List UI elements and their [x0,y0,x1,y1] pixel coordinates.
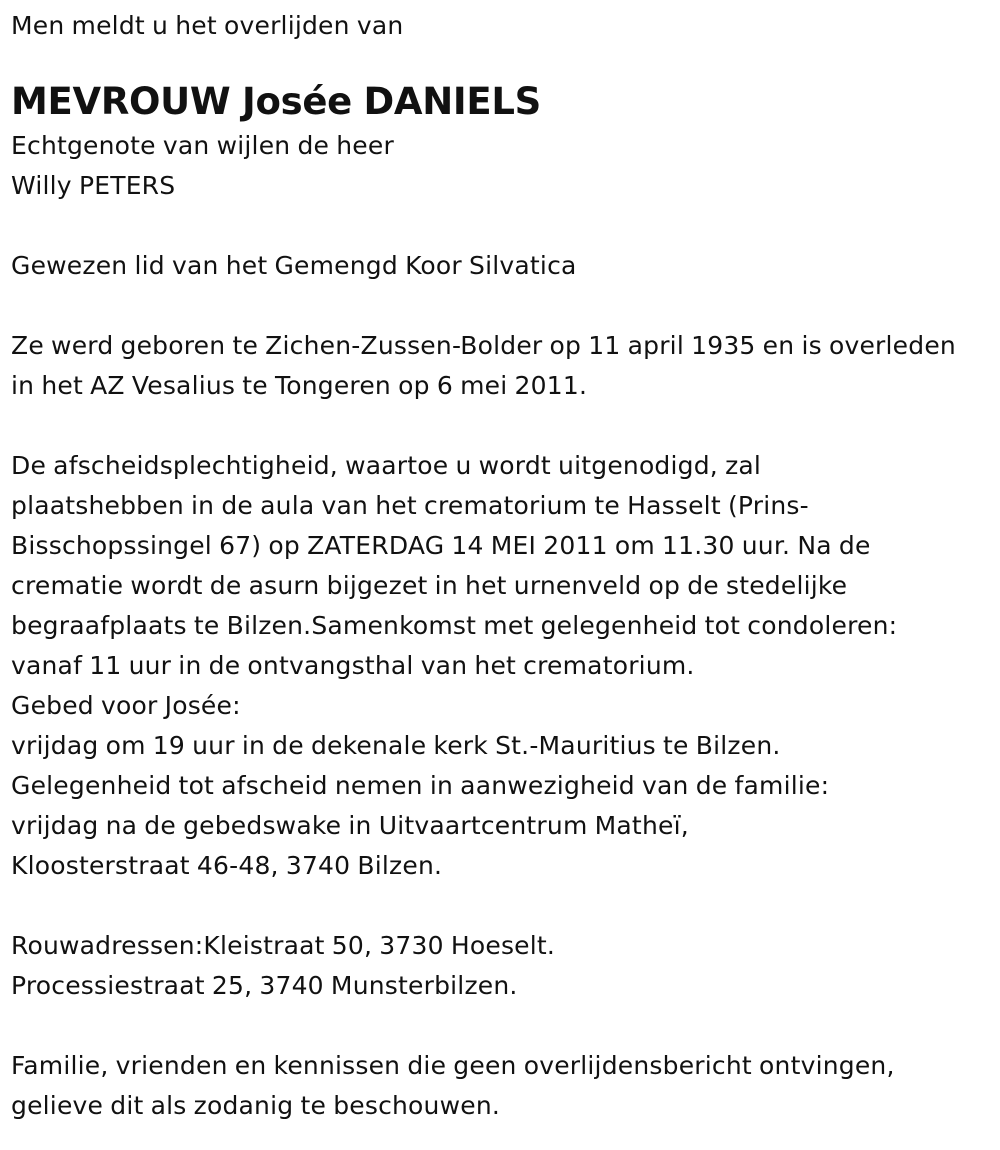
spacer [11,1006,996,1046]
spacer [11,406,996,446]
paragraph-line: gelieve dit als zodanig te beschouwen. [11,1091,501,1120]
address-line: Rouwadressen:Kleistraat 50, 3730 Hoeselt. [11,931,556,960]
paragraph-line: begraafplaats te Bilzen.Samenkomst met gelegenheid tot condoleren: [11,611,898,640]
death-notice [11,6,996,1126]
spacer [11,886,996,926]
membership-text: Gewezen lid van het Gemengd Koor Silvatica [11,251,577,280]
paragraph-line: Bisschopssingel 67) op ZATERDAG 14 MEI 2011 om 11.30 uur. Na de [11,531,871,560]
paragraph-line: vrijdag om 19 uur in de dekenale kerk St.-Mauritius te Bilzen. [11,731,781,760]
paragraph-line: vanaf 11 uur in de ontvangsthal van het crematorium. [11,651,695,680]
paragraph-line: Kloosterstraat 46-48, 3740 Bilzen. [11,851,443,880]
paragraph-line: vrijdag na de gebedswake in Uitvaartcentrum Matheï, [11,811,689,840]
intro-text: Men meldt u het overlijden van [11,11,404,40]
spacer [11,206,996,246]
spacer [11,286,996,326]
paragraph-line: De afscheidsplechtigheid, waartoe u wordt uitgenodigd, zal [11,451,762,480]
paragraph-line: in het AZ Vesalius te Tongeren op 6 mei 2011. [11,371,588,400]
paragraph-line: Ze werd geboren te Zichen-Zussen-Bolder op 11 april 1935 en is overleden [11,331,956,360]
birth-death-paragraph [11,326,996,406]
paragraph-line: Familie, vrienden en kennissen die geen overlijdensbericht ontvingen, [11,1051,895,1080]
closing-paragraph [11,1046,996,1126]
paragraph-line: Gebed voor Josée: [11,691,241,720]
paragraph-line: plaatshebben in de aula van het crematorium te Hasselt (Prins- [11,491,809,520]
deceased-name: MEVROUW Josée DANIELS [11,80,541,123]
spouse-line-1: Echtgenote van wijlen de heer [11,131,394,160]
ceremony-paragraph [11,446,996,886]
addresses-paragraph [11,926,996,1006]
spouse-line-2: Willy PETERS [11,171,176,200]
paragraph-line: crematie wordt de asurn bijgezet in het urnenveld op de stedelijke [11,571,848,600]
address-line: Processiestraat 25, 3740 Munsterbilzen. [11,971,518,1000]
paragraph-line: Gelegenheid tot afscheid nemen in aanwezigheid van de familie: [11,771,830,800]
